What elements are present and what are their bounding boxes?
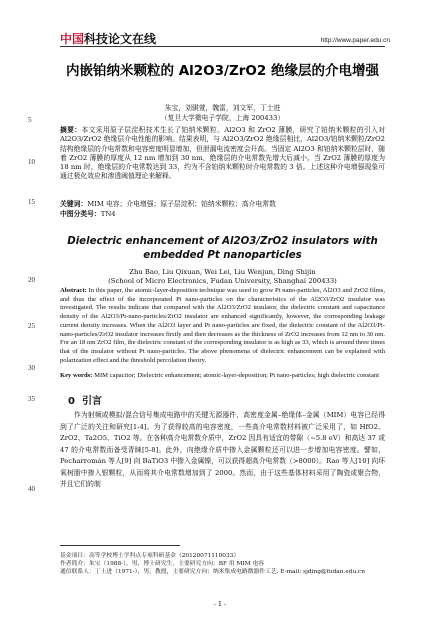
abstract-en-label: Abstract: (60, 287, 87, 294)
clc-label: 中图分类号： (60, 210, 101, 218)
page-header (0, 0, 440, 50)
authors-cn: 朱宝，刘骐萱，魏雷，刘文军，丁士进 (164, 104, 281, 112)
line-number: 25 (28, 322, 35, 330)
line-number: 15 (28, 198, 35, 206)
abstract-cn (60, 126, 385, 182)
abstract-en (60, 287, 385, 365)
line-number: 30 (28, 364, 35, 372)
keywords-en (60, 372, 385, 381)
keywords-en-label: Key words: (60, 372, 93, 379)
logo-red-text: 中国 (60, 32, 85, 46)
line-number: 5 (28, 116, 32, 124)
logo-text: 科技论文在线 (84, 32, 157, 46)
line-number: 20 (28, 276, 35, 284)
clc-value: TN4 (100, 210, 116, 218)
footnote-rule (60, 545, 180, 546)
authors-en: Zhu Bao, Liu Qixuan, Wei Lei, Liu Wenjun, Ding Shijin (129, 268, 316, 276)
page-number: - 1 - (213, 600, 227, 608)
affiliation-cn: （复旦大学微电子学院，上海 200433） (160, 114, 285, 122)
line-number: 10 (28, 158, 35, 166)
paper-title-en: Dielectric enhancement of Al2O3/ZrO2 insulators with embedded Pt nanoparticles (67, 236, 378, 261)
keywords-en-text: MIM capacitor; Dielectric enhancement; atomic-layer-deposition; Pt nano-particles; high dielectric constant (94, 372, 380, 379)
abstract-cn-text: 本文采用原子层淀积技术生长了铂纳米颗粒、Al2O3 和 ZrO2 薄膜，研究了铂纳米颗粒的引入对 Al2O3/ZrO2 绝缘层介电性能的影响。结果表明，与 Al2O3/ZrO2 绝缘层相比，Al2O3/铂纳米颗粒/ZrO2 结构绝缘层的介电常数和电容密度明显增加，但泄漏电流密度会升高。当固定 Al2O3 和铂纳米颗粒层时，随着 ZrO2 薄膜的厚度从 12 nm 增加到 30 nm，绝缘层的介电常数先增大后减小。当 ZrO2 薄膜的厚度为 18 nm 时，绝缘层的介电常数达到 33，约为不含铂纳米颗粒时介电常数的 3 倍。上述这种介电增强现象可通过极化效应和渗透阈值理论来解释。 (60, 126, 385, 181)
intro-paragraph: 作为射频或模拟/混合信号集成电路中的关键无源器件，高密度金属–绝缘体–金属（MIM）电容已经得到了广泛的关注和研究[1-4]。为了获得较高的电容密度，一些高介电常数材料被广泛采用了，如 HfO2、ZrO2、Ta2O5、TiO2 等。在各种高介电常数介质中，ZrO2 因具有适宜的带隙（~5.8 eV）和高达 37 或 47 的介电常数而备受青睐[5-8]。此外，向绝缘介质中掺入金属颗粒还可以进一步增加电容密度。譬如，Pecharromán 等人[9] 向 BaTiO3 中掺入金属镍，可以获得超高介电常数（>8000）。Rao 等人[10] 向环氧树脂中掺入银颗粒，从而将其介电常数增加到了 2000。然而，由于这些基体材料采用了陶瓷或聚合物，并且它们的制 (60, 411, 385, 488)
footnote-author: 作者简介：朱宝（1988-），男，博士研究生，主要研究方向：BF 用 MIM 电容 (60, 561, 265, 567)
footnote-fund: 基金项目：高等学校博士学科点专项科研基金（20120071110033） (60, 553, 240, 559)
footnotes (60, 552, 385, 576)
line-number: 40 (28, 485, 35, 493)
abstract-cn-label: 摘要： (60, 126, 82, 134)
site-logo (60, 30, 156, 47)
section-number: 0 (68, 396, 75, 407)
line-number: 35 (28, 395, 35, 403)
clc-code (60, 210, 385, 219)
keywords-cn-text: MIM 电容；介电增强；原子层淀积；铂纳米颗粒；高介电常数 (87, 200, 276, 208)
section-title: 引言 (81, 396, 102, 407)
section-heading (68, 392, 102, 407)
keywords-cn (60, 200, 385, 209)
affiliation-en: (School of Micro Electronics, Fudan University, Shanghai 200433) (108, 277, 337, 285)
header-rule (60, 46, 385, 47)
abstract-en-text: In this paper, the atomic-layer-deposition technique was used to grow Pt nano-particles, Al2O3 and ZrO2 films, and thus the effect of the incorporated Pt nano-particles on the characteristics of the Al2O3/ZrO2 insulator was investigated. The results indicate that compared with the Al2O3/ZrO2 insulator, the dielectric constant and capacitance density of the Al2O3/Pt-nano-particles/ZrO2 insulator are enhanced significantly, however, the corresponding leakage current density increases. When the Al2O3 layer and Pt nano-particles are fixed, the dielectric constant of the Al2O3/Pt-nano-particles/ZrO2 insulator increases firstly and then decreases as the thickness of ZrO2 increases from 12 nm to 30 nm. For an 18 nm ZrO2 film, the dielectric constant of the corresponding insulator is as high as 33, which is around three times that of the insulator without Pt nano-particles. The above phenomena of dielectric enhancement can be explained with polarization effect and the threshold percolation theory. (60, 287, 386, 364)
footnote-contact: 通信联系人：丁士进（1971-），男，教授，主要研究方向：纳米集成电路微器件工艺. E-mail: sjding@fudan.edu.cn (60, 569, 366, 575)
site-url[interactable]: http://www.paper.edu.cn (320, 37, 390, 44)
keywords-cn-label: 关键词： (60, 200, 88, 208)
paper-title-cn: 内嵌铂纳米颗粒的 Al2O3/ZrO2 绝缘层的介电增强 (66, 63, 379, 79)
